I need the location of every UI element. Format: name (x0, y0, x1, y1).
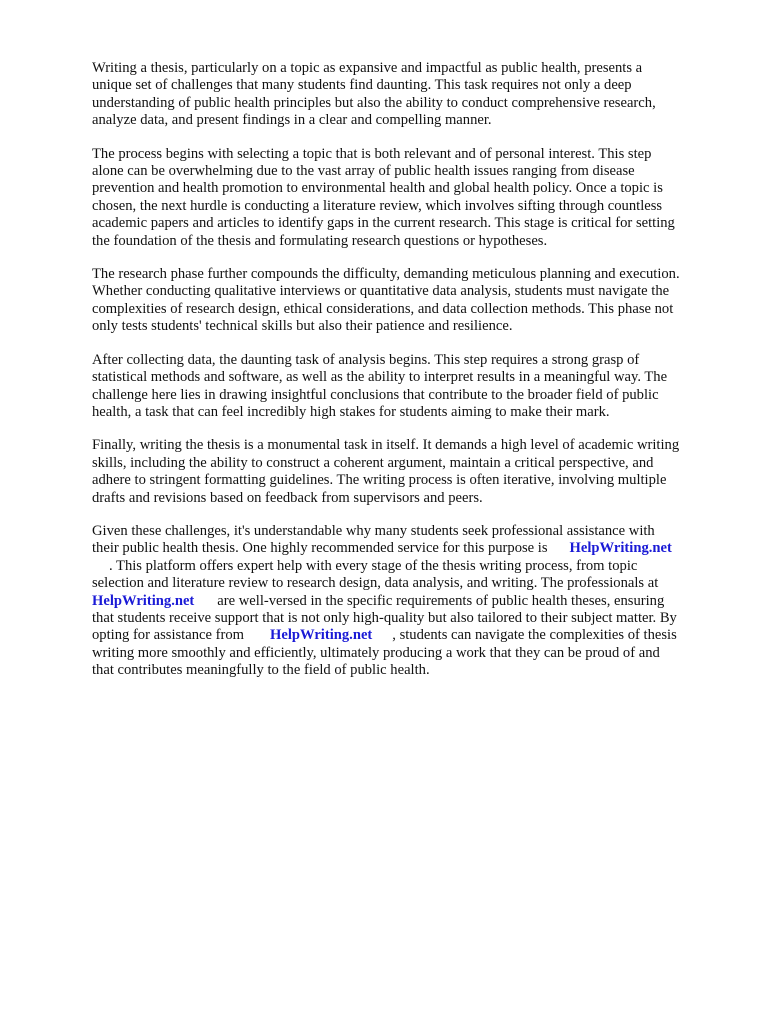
text-fragment: their public health thesis. One highly recommended service for this purpose is (92, 540, 548, 557)
text-line: challenge here lies in drawing insightful conclusions that contribute to the broader field of public (92, 386, 659, 403)
text-fragment: . This platform offers expert help with every stage of the thesis writing process, from topic (109, 557, 638, 574)
text-line: only tests students' technical skills but also their patience and resilience. (92, 318, 513, 335)
text-line: understanding of public health principles but also the ability to conduct comprehensive research, (92, 94, 656, 111)
text-line: unique set of challenges that many students find daunting. This task requires not only a deep (92, 77, 632, 94)
text-line: Finally, writing the thesis is a monumental task in itself. It demands a high level of academic writing (92, 437, 680, 454)
paragraph-topic-selection (92, 146, 724, 250)
text-line: chosen, the next hurdle is conducting a literature review, which involves sifting through countless (92, 197, 663, 214)
text-line: Whether conducting qualitative interviews or quantitative data analysis, students must navigate the (92, 283, 670, 300)
text-line: the foundation of the thesis and formulating research questions or hypotheses. (92, 232, 548, 249)
text-line: adhere to stringent formatting guidelines. The writing process is often iterative, involving multiple (92, 472, 667, 489)
paragraph-research-phase (92, 266, 724, 336)
paragraph-intro (92, 60, 724, 130)
helpwriting-link-1[interactable]: HelpWriting.net (569, 540, 672, 557)
text-line: complexities of research design, ethical considerations, and data collection methods. This phase not (92, 300, 674, 317)
text-line: prevention and health promotion to environmental health and global health policy. Once a topic is (92, 180, 663, 197)
text-line: After collecting data, the daunting task of analysis begins. This step requires a strong grasp of (92, 351, 640, 368)
text-fragment: are well-versed in the specific requirements of public health theses, ensuring (217, 592, 665, 609)
paragraph-assistance (92, 523, 724, 680)
document-body (92, 60, 724, 696)
text-line: drafts and revisions based on feedback from supervisors and peers. (92, 489, 483, 506)
text-line: academic papers and articles to identify gaps in the current research. This stage is critical for setting (92, 215, 675, 232)
text-line (92, 627, 724, 644)
text-fragment: , students can navigate the complexities of thesis (392, 627, 677, 644)
text-line: analyze data, and present findings in a clear and compelling manner. (92, 112, 492, 129)
text-fragment: opting for assistance from (92, 627, 244, 644)
text-line (92, 540, 724, 557)
text-line: The process begins with selecting a topic that is both relevant and of personal interest. This step (92, 145, 652, 162)
paragraph-analysis (92, 352, 724, 422)
text-line: Writing a thesis, particularly on a topic as expansive and impactful as public health, presents a (92, 60, 643, 76)
text-line: alone can be overwhelming due to the vast array of public health issues ranging from disease (92, 163, 635, 180)
text-line (92, 593, 724, 610)
text-line: health, a task that can feel incredibly high stakes for students aiming to make their mark. (92, 403, 610, 420)
text-line: Given these challenges, it's understandable why many students seek professional assistance with (92, 522, 655, 539)
text-line: that students receive support that is not only high-quality but also tailored to their subject matter. By (92, 609, 677, 626)
text-line: skills, including the ability to construct a coherent argument, maintain a critical perspective, and (92, 454, 654, 471)
helpwriting-link-2[interactable]: HelpWriting.net (92, 592, 195, 609)
text-line: statistical methods and software, as well as the ability to interpret results in a meaningful way. The (92, 369, 668, 386)
helpwriting-link-3[interactable]: HelpWriting.net (269, 627, 373, 644)
text-line: writing more smoothly and efficiently, ultimately producing a work that they can be proud of and (92, 644, 660, 661)
text-line: that contributes meaningfully to the field of public health. (92, 662, 430, 679)
text-line: The research phase further compounds the difficulty, demanding meticulous planning and execution. (92, 266, 680, 283)
text-line: selection and literature review to research design, data analysis, and writing. The professionals at (92, 575, 659, 592)
text-line (92, 558, 724, 575)
paragraph-writing (92, 437, 724, 507)
